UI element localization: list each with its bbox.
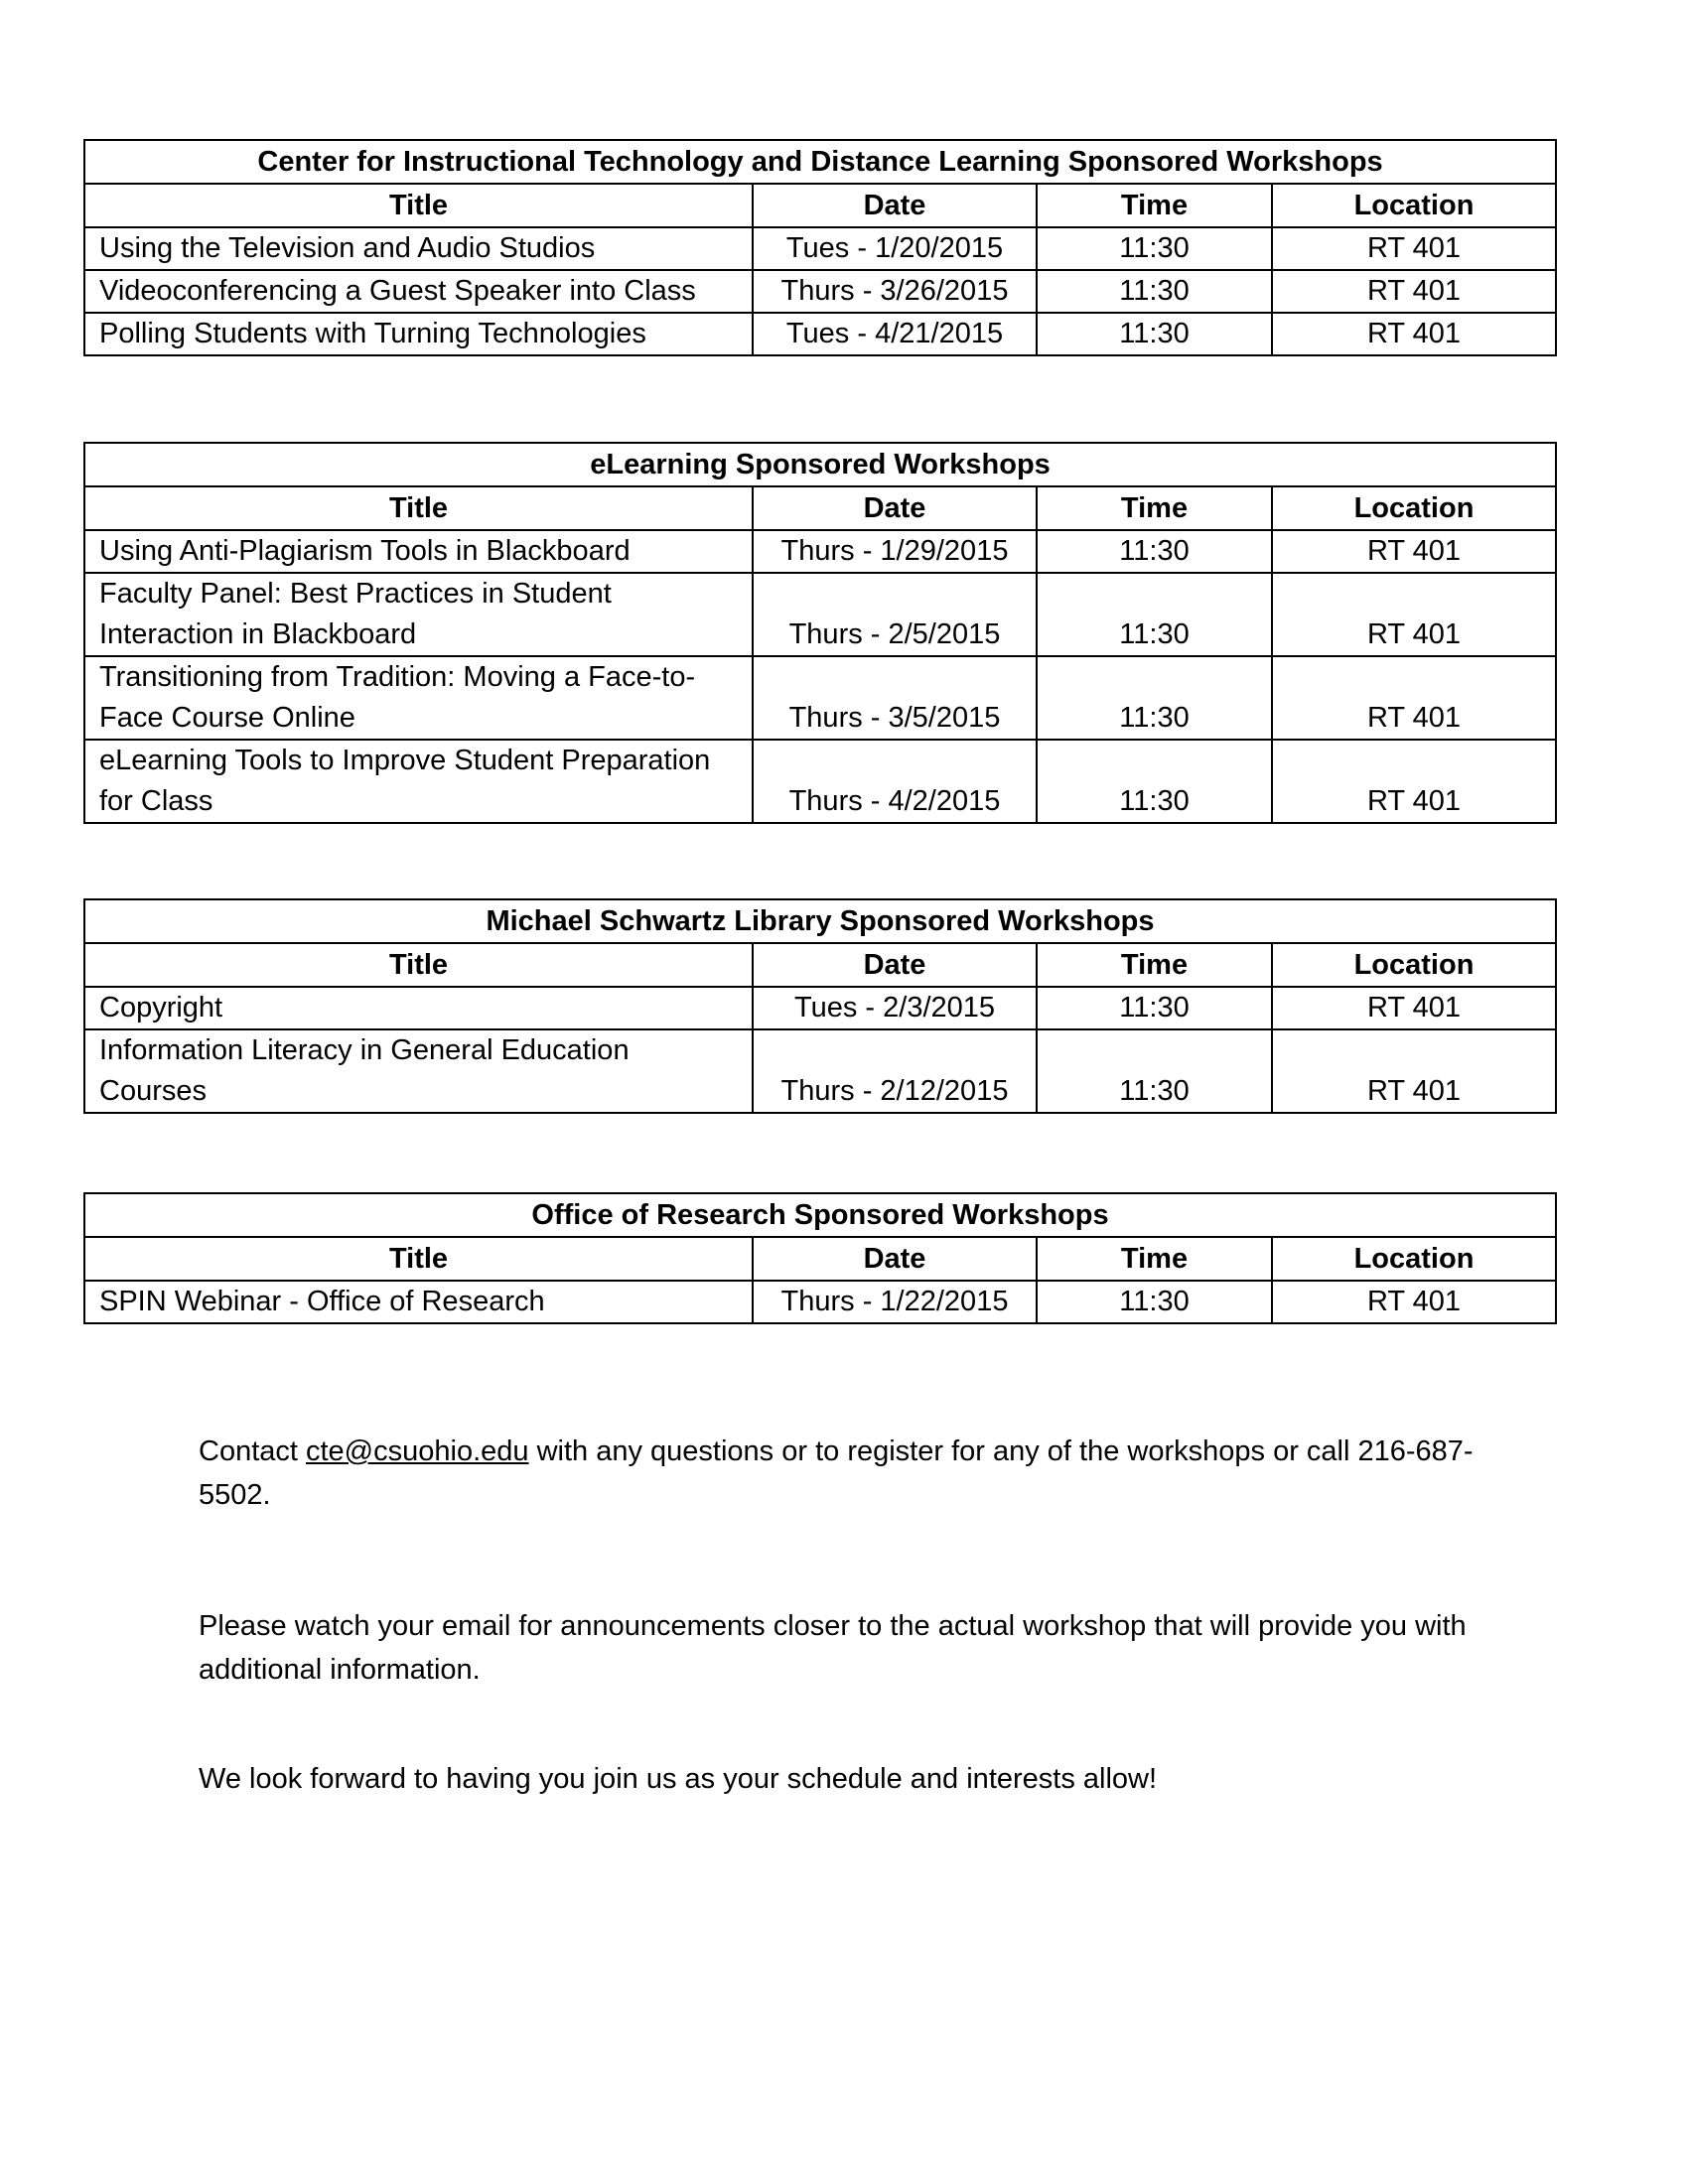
table-caption: Michael Schwartz Library Sponsored Workshops (84, 899, 1556, 943)
header-title: Title (84, 486, 753, 530)
table-row (84, 987, 1556, 1029)
elearning-workshops-table (83, 442, 1557, 824)
workshop-date: Thurs - 2/12/2015 (753, 1029, 1037, 1113)
workshop-location: RT 401 (1272, 227, 1556, 270)
workshop-title: Information Literacy in General Education Courses (84, 1029, 753, 1113)
workshop-date: Thurs - 2/5/2015 (753, 573, 1037, 656)
workshop-time: 11:30 (1037, 530, 1272, 573)
table-row (84, 1029, 1556, 1113)
workshop-title: Videoconferencing a Guest Speaker into Class (84, 270, 753, 313)
workshop-title: eLearning Tools to Improve Student Preparation for Class (84, 740, 753, 823)
workshop-title: Copyright (84, 987, 753, 1029)
cit-workshops-table (83, 139, 1557, 356)
contact-text-before: Contact (199, 1435, 306, 1467)
header-date: Date (753, 943, 1037, 987)
table-row (84, 530, 1556, 573)
header-location: Location (1272, 943, 1556, 987)
workshop-location: RT 401 (1272, 740, 1556, 823)
table-row (84, 656, 1556, 740)
header-time: Time (1037, 1237, 1272, 1281)
workshop-location: RT 401 (1272, 313, 1556, 355)
workshop-location: RT 401 (1272, 1029, 1556, 1113)
header-time: Time (1037, 943, 1272, 987)
workshop-date: Tues - 2/3/2015 (753, 987, 1037, 1029)
library-workshops-table (83, 898, 1557, 1114)
table-row (84, 573, 1556, 656)
header-time: Time (1037, 486, 1272, 530)
workshop-date: Thurs - 4/2/2015 (753, 740, 1037, 823)
workshop-time: 11:30 (1037, 573, 1272, 656)
workshop-date: Thurs - 1/29/2015 (753, 530, 1037, 573)
workshop-date: Thurs - 3/5/2015 (753, 656, 1037, 740)
table-caption: eLearning Sponsored Workshops (84, 443, 1556, 486)
workshop-title: SPIN Webinar - Office of Research (84, 1281, 753, 1323)
table-row (84, 1281, 1556, 1323)
contact-paragraph (199, 1430, 1509, 1517)
closing-paragraph: We look forward to having you join us as your schedule and interests allow! (199, 1763, 1158, 1795)
header-location: Location (1272, 184, 1556, 227)
workshop-time: 11:30 (1037, 227, 1272, 270)
table-caption: Center for Instructional Technology and Distance Learning Sponsored Workshops (84, 140, 1556, 184)
workshop-time: 11:30 (1037, 270, 1272, 313)
workshop-time: 11:30 (1037, 313, 1272, 355)
workshop-time: 11:30 (1037, 1281, 1272, 1323)
workshop-location: RT 401 (1272, 270, 1556, 313)
workshop-time: 11:30 (1037, 740, 1272, 823)
table-row (84, 740, 1556, 823)
workshop-time: 11:30 (1037, 656, 1272, 740)
research-workshops-table (83, 1192, 1557, 1324)
workshop-date: Thurs - 1/22/2015 (753, 1281, 1037, 1323)
header-location: Location (1272, 1237, 1556, 1281)
header-time: Time (1037, 184, 1272, 227)
workshop-title: Using Anti-Plagiarism Tools in Blackboard (84, 530, 753, 573)
header-date: Date (753, 184, 1037, 227)
workshop-title: Faculty Panel: Best Practices in Student Interaction in Blackboard (84, 573, 753, 656)
workshop-location: RT 401 (1272, 573, 1556, 656)
header-date: Date (753, 1237, 1037, 1281)
table-row (84, 227, 1556, 270)
header-date: Date (753, 486, 1037, 530)
header-title: Title (84, 184, 753, 227)
workshop-title: Polling Students with Turning Technologies (84, 313, 753, 355)
workshop-location: RT 401 (1272, 530, 1556, 573)
workshop-date: Tues - 1/20/2015 (753, 227, 1037, 270)
contact-email-link[interactable]: cte@csuohio.edu (306, 1435, 529, 1467)
table-caption: Office of Research Sponsored Workshops (84, 1193, 1556, 1237)
header-title: Title (84, 1237, 753, 1281)
header-title: Title (84, 943, 753, 987)
workshop-date: Tues - 4/21/2015 (753, 313, 1037, 355)
email-watch-paragraph: Please watch your email for announcements closer to the actual workshop that will provide you with additional information. (199, 1610, 1467, 1686)
workshop-title: Transitioning from Tradition: Moving a Face-to-Face Course Online (84, 656, 753, 740)
workshop-time: 11:30 (1037, 1029, 1272, 1113)
workshop-location: RT 401 (1272, 987, 1556, 1029)
workshop-title: Using the Television and Audio Studios (84, 227, 753, 270)
table-row (84, 313, 1556, 355)
table-row (84, 270, 1556, 313)
workshop-location: RT 401 (1272, 656, 1556, 740)
header-location: Location (1272, 486, 1556, 530)
contact-text-after: with any questions or to register for any of the workshops or call 216-687-5502. (199, 1435, 1474, 1511)
workshop-time: 11:30 (1037, 987, 1272, 1029)
workshop-date: Thurs - 3/26/2015 (753, 270, 1037, 313)
workshop-location: RT 401 (1272, 1281, 1556, 1323)
